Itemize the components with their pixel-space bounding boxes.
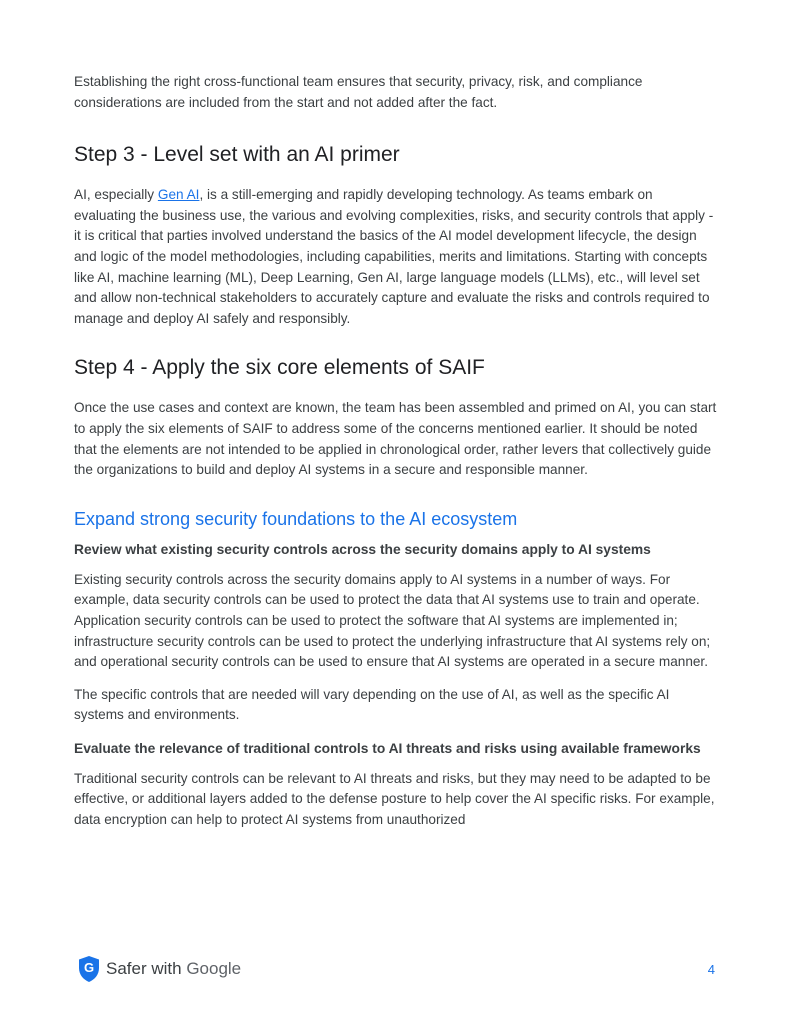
subheading-review-controls: Review what existing security controls across the security domains apply to AI systems (74, 541, 651, 557)
paragraph-specific-controls: The specific controls that are needed will vary depending on the use of AI, as well as the specific AI systems and environments. (74, 686, 670, 723)
section-heading: Expand strong security foundations to the AI ecosystem (74, 508, 518, 529)
gen-ai-link[interactable]: Gen AI (157, 187, 200, 203)
footer-brand (78, 955, 241, 983)
document-page (74, 70, 718, 831)
step3-heading: Step 3 - Level set with an AI primer (74, 143, 400, 167)
step4-paragraph: Once the use cases and context are known, the team has been assembled and primed on AI, you can start to apply the six elements of SAIF to address some of the concerns mentioned earlier. It should be noted that the elements are not intended to be applied in chronological order, rather levers that collectively guide the organizations to build and deploy AI systems in a secure and responsible manner. (74, 400, 717, 478)
brand-prefix: Safer with (106, 959, 187, 978)
step4-heading: Step 4 - Apply the six core elements of SAIF (74, 356, 485, 380)
page-number: 4 (707, 962, 715, 977)
brand-text (106, 958, 241, 980)
paragraph-traditional-controls: Traditional security controls can be relevant to AI threats and risks, but they may need to be adapted to be effective, or additional layers added to the defense posture to help cover the AI specific risks. For example, data encryption can help to protect AI systems from unauthorized (74, 770, 715, 828)
intro-paragraph: Establishing the right cross-functional team ensures that security, privacy, risk, and compliance considerations are included from the start and not added after the fact. (74, 74, 643, 110)
paragraph-existing-controls: Existing security controls across the security domains apply to AI systems in a number of ways. For example, data security controls can be used to protect the data that AI systems use to train and operate. Application security controls can be used to protect the software that AI systems are implemented in; infrastructure security controls can be used to protect the underlying infrastructure that AI systems rely on; and operational security controls can be used to ensure that AI systems are operated in a secure manner. (74, 571, 711, 670)
step3-paragraph (74, 185, 718, 329)
step3-text-after-link: , is a still-emerging and rapidly developing technology. As teams embark on evaluating the business use, the various and evolving complexities, risks, and security controls that apply - it is critical that parties involved understand the basics of the AI model development lifecycle, the design and logic of the model methodologies, including capabilities, merits and limitations. Starting with concepts like AI, machine learning (ML), Deep Learning, Gen AI, large language models (LLMs), etc., will level set and allow non-technical stakeholders to accurately capture and evaluate the risks and controls required to manage and deploy AI safely and responsibly. (74, 187, 714, 326)
logo-letter: G (83, 960, 95, 975)
brand-google: Google (186, 959, 242, 978)
subheading-evaluate-controls: Evaluate the relevance of traditional controls to AI threats and risks using available frameworks (74, 740, 701, 756)
step3-text-before-link: AI, especially (74, 187, 158, 203)
shield-g-logo-icon (78, 955, 100, 983)
